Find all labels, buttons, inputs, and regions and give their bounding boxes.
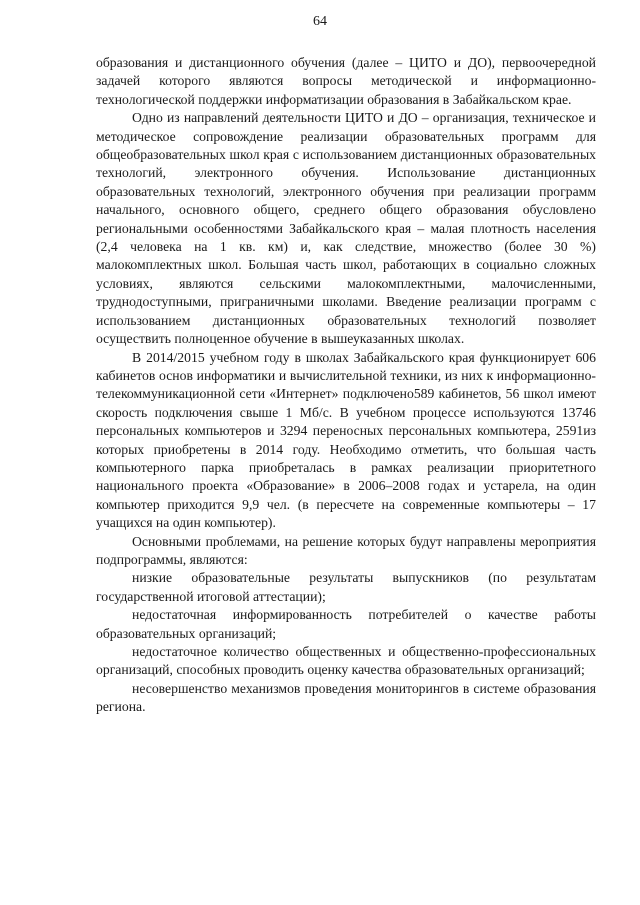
list-item-low-results: низкие образовательные результаты выпускников (по результатам государственной итоговой аттестации);: [96, 570, 596, 604]
paragraph-problems-intro: Основными проблемами, на решение которых будут направлены мероприятия подпрограммы, являются:: [96, 533, 596, 567]
list-item-awareness: недостаточная информированность потребителей о качестве работы образовательных организаций;: [96, 607, 596, 641]
paragraph-computer-stats: В 2014/2015 учебном году в школах Забайкальского края функционирует 606 кабинетов основ информатики и вычислительной техники, из них к информационно-телекоммуникационной сети «Интернет» подключено589 кабинетов, 56 школ имеют скорость подключения свыше 1 Мб/с. В учебном процессе используются 13746 персональных компьютеров и 3294 переносных персональных компьютера, 2591из которых приобретены в 2014 году. Необходимо отметить, что большая часть компьютерного парка приобреталась в рамках реализации приоритетного национального проекта «Образование» в 2006–2008 годах и устарела, на один компьютер приходится 9,9 чел. (в пересчете на современные компьютеры – 17 учащихся на один компьютер).: [96, 349, 596, 531]
page-body: [96, 54, 596, 717]
list-item-organizations: недостаточное количество общественных и общественно-профессиональных организаций, способных проводить оценку качества образовательных организаций;: [96, 644, 596, 678]
list-item-monitoring: несовершенство механизмов проведения мониторингов в системе образования региона.: [96, 680, 596, 715]
page-number: 64: [313, 14, 327, 29]
paragraph-cito-intro: образования и дистанционного обучения (далее – ЦИТО и ДО), первоочередной задачей которого являются вопросы методической и информационно-технологической поддержки информатизации образования в Забайкальском крае.: [96, 55, 596, 107]
paragraph-distance-learning: Одно из направлений деятельности ЦИТО и ДО – организация, техническое и методическое сопровождение реализации образовательных программ для общеобразовательных школ края с использованием дистанционных образовательных технологий, электронного обучения. Использование дистанционных образовательных технологий, электронного обучения при реализации программ начального, основного общего, среднего общего образования обусловлено региональными особенностями Забайкальского края – малая плотность населения (2,4 человека на 1 кв. км) и, как следствие, множество (более 30 %) малокомплектных школ. Большая часть школ, работающих в социально сложных условиях, являются сельскими малокомплектными, малочисленными, труднодоступными, приграничными школами. Введение реализации программ с использованием дистанционных образовательных технологий позволяет осуществить полноценное обучение в вышеуказанных школах.: [96, 110, 596, 347]
